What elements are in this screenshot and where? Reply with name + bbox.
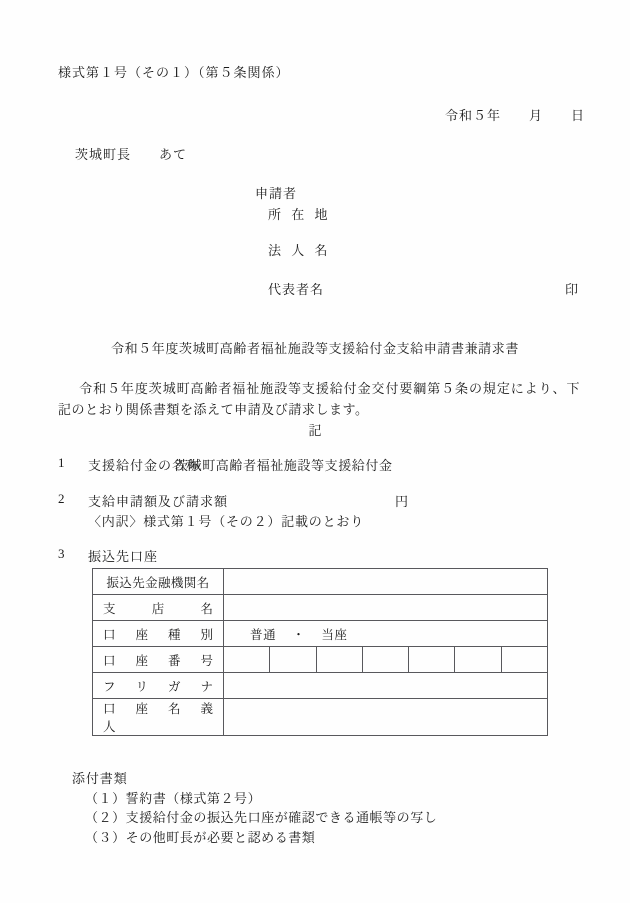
item-2-number: 2 [58,491,66,506]
bank-table-row-label: 口 座 種 別 [93,621,224,647]
attachments-section [72,769,437,847]
bank-table-row-label: フ リ ガ ナ [93,673,224,699]
table-row [93,699,548,736]
bank-table-row-label: 口 座 名 義 人 [93,699,224,736]
bank-account-table [92,568,548,736]
item-3-label: 振込先口座 [88,549,159,564]
table-row [93,647,548,673]
item-1-number: 1 [58,455,66,470]
table-row [93,569,548,595]
item-2-label: 支給申請額及び請求額 [88,494,229,509]
addressee-line: 茨城町長 あて [75,147,188,162]
item-2-currency-unit: 円 [395,494,409,509]
seal-mark-icon: 印 [565,282,579,297]
table-row [93,673,548,699]
bank-table-input-cell[interactable] [224,673,548,699]
item-3-number: 3 [58,546,66,561]
attachment-list-item: （２）支援給付金の振込先口座が確認できる通帳等の写し [85,810,438,825]
applicant-heading-label: 申請者 [255,186,298,201]
table-row [93,621,548,647]
bank-table-row-label: 支 店 名 [93,595,224,621]
bank-table-row-label: 口 座 番 号 [93,647,224,673]
attachments-heading: 添付書類 [72,771,128,786]
table-row [93,595,548,621]
account-number-digit-cell[interactable] [501,647,547,673]
account-type-ordinary[interactable]: 普通 [250,627,277,642]
account-type-current[interactable]: 当座 [321,627,348,642]
account-number-digit-cell[interactable] [270,647,316,673]
account-number-digit-cell[interactable] [409,647,455,673]
attachment-list-item: （１）誓約書（様式第２号） [85,790,262,806]
body-paragraph [58,378,580,420]
item-1-label: 支援給付金の名称 [88,458,201,473]
account-type-cell[interactable] [224,621,548,647]
body-paragraph-text: 令和５年度茨城町高齢者福祉施設等支援給付金交付要綱第５条の規定により、下記のとおり関係書類を添えて申請及び請求します。 [58,381,580,417]
applicant-corporation-label: 法 人 名 [268,243,332,258]
document-title: 令和５年度茨城町高齢者福祉施設等支援給付金支給申請書兼請求書 [110,341,519,356]
item-1-value: 茨城町高齢者福祉施設等支援給付金 [175,458,393,473]
account-number-digit-cell[interactable] [224,647,270,673]
account-type-separator: ・ [292,627,306,642]
bank-table-input-cell[interactable] [224,569,548,595]
attachment-list-item: （３）その他町長が必要と認める書類 [85,829,316,845]
bank-table-row-label: 振込先金融機関名 [93,569,224,595]
applicant-address-label: 所 在 地 [268,207,332,222]
account-number-digit-cell[interactable] [362,647,408,673]
applicant-representative-label: 代表者名 [268,282,325,297]
date-line: 令和５年 月 日 [444,108,585,123]
bank-table-input-cell[interactable] [224,595,548,621]
ki-marker: 記 [308,423,322,438]
form-code-label: 様式第１号（その１）（第５条関係） [58,65,290,80]
item-2-breakdown-note: 〈内訳〉様式第１号（その２）記載のとおり [88,514,365,529]
account-number-digit-cell[interactable] [316,647,362,673]
bank-table-input-cell[interactable] [224,699,548,736]
account-number-digit-cell[interactable] [455,647,501,673]
